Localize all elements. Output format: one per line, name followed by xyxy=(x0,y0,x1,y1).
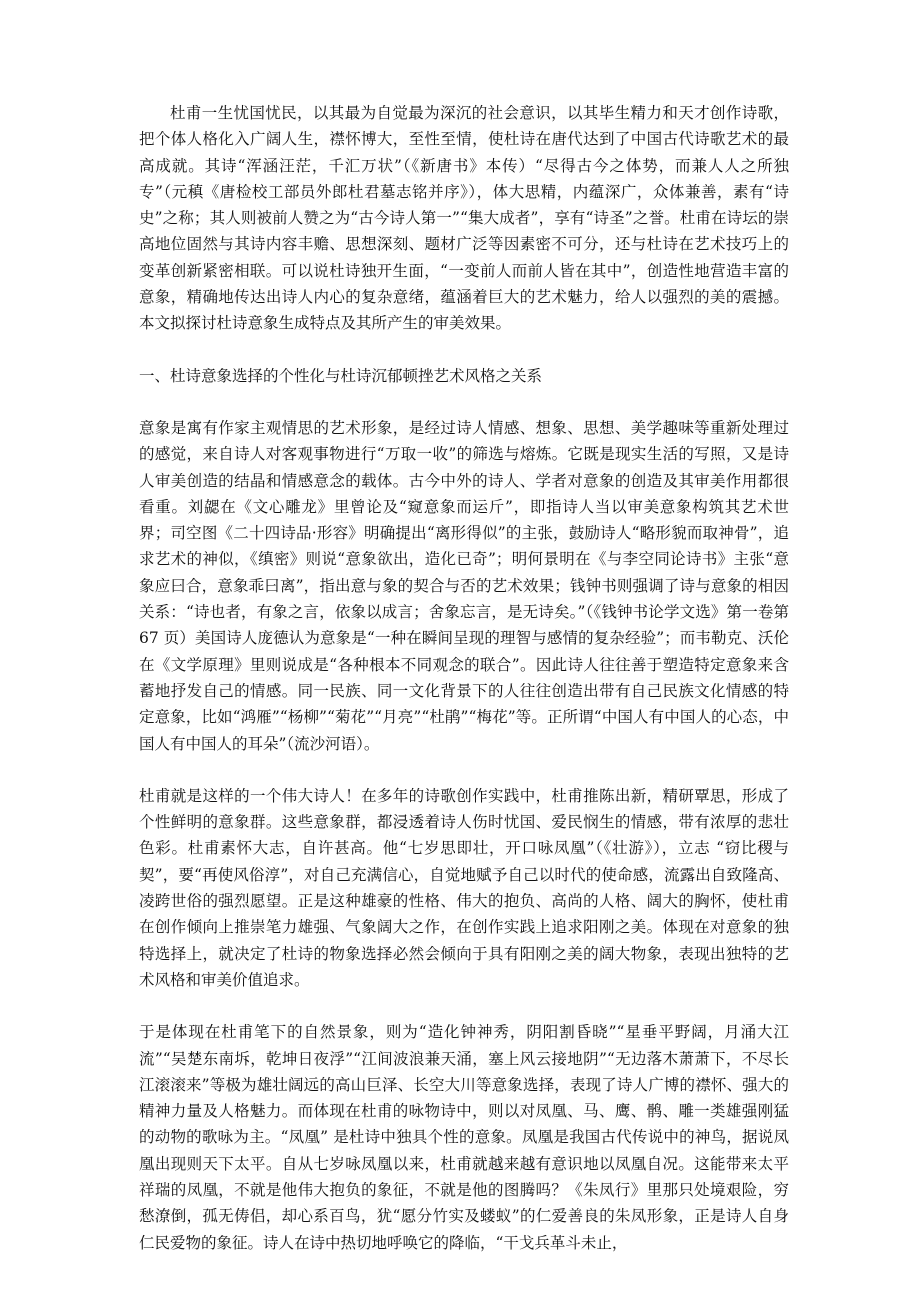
section-heading: 一、杜诗意象选择的个性化与杜诗沉郁顿挫艺术风格之关系 xyxy=(139,366,543,385)
body-paragraph-3: 于是体现在杜甫笔下的自然景象，则为“造化钟神秀，阴阳割昏晓”“星垂平野阔，月涌大江流”“吴楚东南坼，乾坤日夜浮”“江间波浪兼天涌，塞上风云接地阴”“无边落木萧萧下，不尽长江滚滚来”等极为雄壮阔远的高山巨泽、长空大川等意象选择，表现了诗人广博的襟怀、强大的精神力量及人格魅力。而体现在杜甫的咏物诗中，则以对凤凰、马、鹰、鹘、雕一类雄强刚猛的动物的歌咏为主。“凤凰” 是杜诗中独具个性的意象。凤凰是我国古代传说中的神鸟，据说凤凰出现则天下太平。自从七岁咏凤凰以来，杜甫就越来越有意识地以凤凰自况。这能带来太平祥瑞的凤凰，不就是他伟大抱负的象征，不就是他的图腾吗？《朱凤行》里那只处境艰险，穷愁潦倒，孤无俦侣，却心系百鸟，犹“愿分竹实及蝼蚁”的仁爱善良的朱凤形象，正是诗人自身仁民爱物的象征。诗人在诗中热切地呼唤它的降临，“干戈兵革斗未止， xyxy=(139,1023,789,1252)
document-page xyxy=(139,100,789,1256)
intro-paragraph: 杜甫一生忧国忧民，以其最为自觉最为深沉的社会意识，以其毕生精力和天才创作诗歌，把个体人格化入广阔人生，襟怀博大，至性至情，使杜诗在唐代达到了中国古代诗歌艺术的最高成就。其诗“浑涵汪茫，千汇万状”（《新唐书》本传）“尽得古今之体势，而兼人人之所独专”（元稹《唐检校工部员外郎杜君墓志铭并序》），体大思精，内蕴深广，众体兼善，素有“诗史”之称；其人则被前人赞之为“古今诗人第一”“集大成者”，享有“诗圣”之誉。杜甫在诗坛的崇高地位固然与其诗内容丰赡、思想深刻、题材广泛等因素密不可分，还与杜诗在艺术技巧上的变革创新紧密相联。可以说杜诗独开生面，“一变前人而前人皆在其中”，创造性地营造丰富的意象，精确地传达出诗人内心的复杂意绪，蕴涵着巨大的艺术魅力，给人以强烈的美的震撼。本文拟探讨杜诗意象生成特点及其所产生的审美效果。 xyxy=(139,104,789,333)
body-paragraph-1: 意象是寓有作家主观情思的艺术形象，是经过诗人情感、想象、思想、美学趣味等重新处理过的感觉，来自诗人对客观事物进行“万取一收”的筛选与熔炼。它既是现实生活的写照，又是诗人审美创造的结晶和情感意念的载体。古今中外的诗人、学者对意象的创造及其审美作用都很看重。刘勰在《文心雕龙》里曾论及“窥意象而运斤”，即指诗人当以审美意象构筑其艺术世界；司空图《二十四诗品·形容》明确提出“离形得似”的主张，鼓励诗人“略形貌而取神骨”，追求艺术的神似，《缜密》则说“意象欲出，造化已奇”；明何景明在《与李空同论诗书》主张“意象应曰合，意象乖曰离”，指出意与象的契合与否的艺术效果；钱钟书则强调了诗与意象的相因关系：“诗也者，有象之言，依象以成言；舍象忘言，是无诗矣。”（《钱钟书论学文选》第一卷第 67 页）美国诗人庞德认为意象是“一种在瞬间呈现的理智与感情的复杂经验”；而韦勒克、沃伦在《文学原理》里则说成是“各种根本不同观念的联合”。因此诗人往往善于塑造特定意象来含蓄地抒发自己的情感。同一民族、同一文化背景下的人往往创造出带有自己民族文化情感的特定意象，比如“鸿雁”“杨柳”“菊花”“月亮”“杜鹃”“梅花”等。正所谓“中国人有中国人的心态，中国人有中国人的耳朵”（流沙河语）。 xyxy=(139,418,789,753)
body-paragraph-2: 杜甫就是这样的一个伟大诗人！在多年的诗歌创作实践中，杜甫推陈出新，精研覃思，形成了个性鲜明的意象群。这些意象群，都浸透着诗人伤时忧国、爱民悯生的情感，带有浓厚的悲壮色彩。杜甫素怀大志，自许甚高。他“七岁思即壮，开口咏凤凰”（《壮游》），立志 “窃比稷与契”，要“再使风俗淳”，对自己充满信心，自觉地赋予自己以时代的使命感，流露出自致隆高、凌跨世俗的强烈愿望。正是这种雄豪的性格、伟大的抱负、高尚的人格、阔大的胸怀，使杜甫在创作倾向上推崇笔力雄强、气象阔大之作，在创作实践上追求阳刚之美。体现在对意象的独特选择上，就决定了杜诗的物象选择必然会倾向于具有阳刚之美的阔大物象，表现出独特的艺术风格和审美价值追求。 xyxy=(139,786,789,989)
